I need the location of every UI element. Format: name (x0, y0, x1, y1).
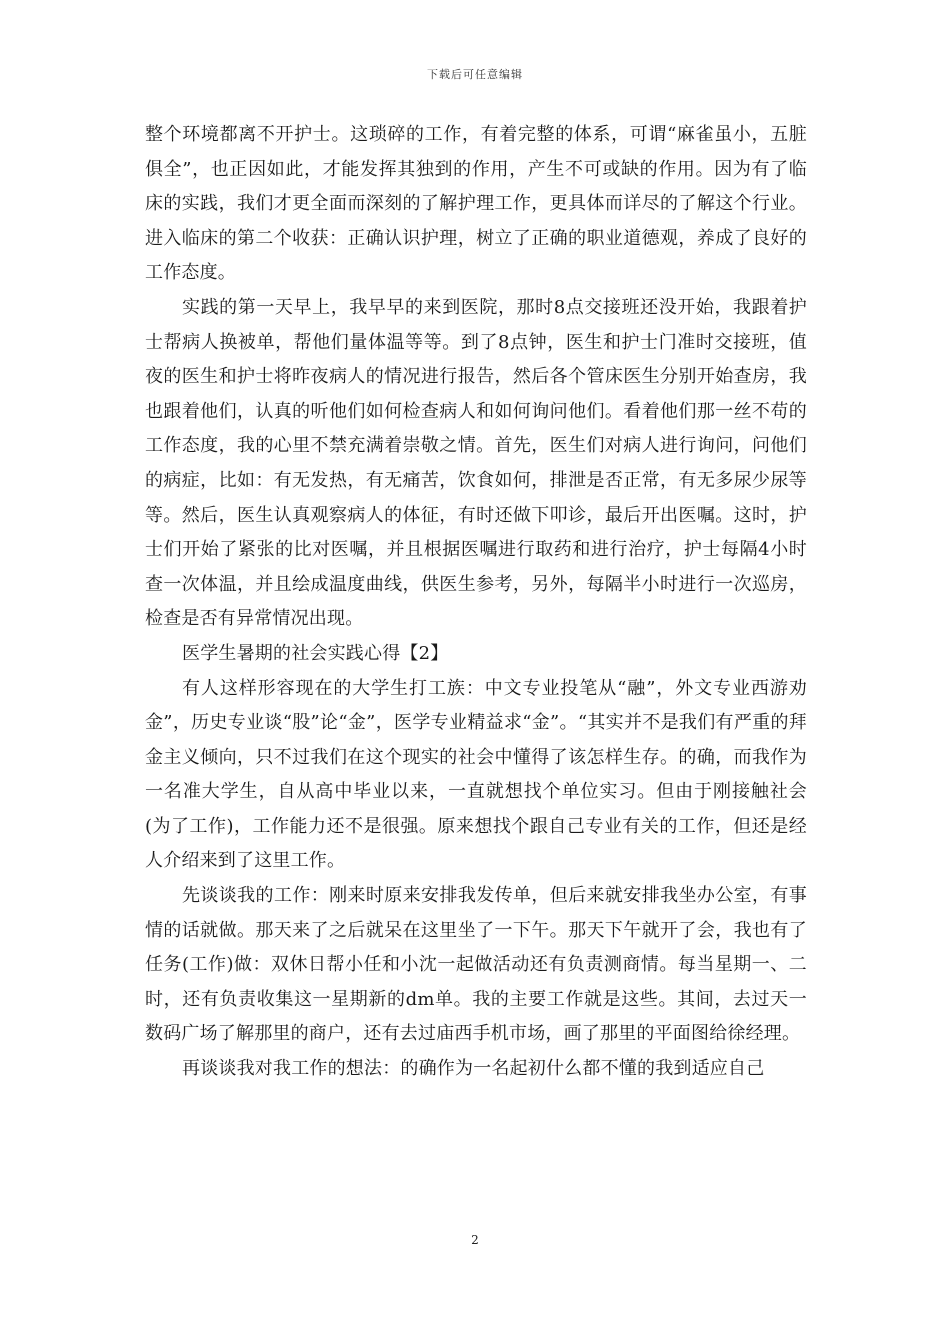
paragraph-student-workers: 有人这样形容现在的大学生打工族：中文专业投笔从“融”，外文专业西游劝金”，历史专业谈“股”论“金”，医学专业精益求“金”。“其实并不是我们有严重的拜金主义倾向，只不过我们在这个现实的社会中懂得了该怎样生存。的确，而我作为一名准大学生，自从高中毕业以来，一直就想找个单位实习。但由于刚接触社会(为了工作)，工作能力还不是很强。原来想找个跟自己专业有关的工作，但还是经人介绍来到了这里工作。 (145, 677, 807, 872)
page-number: 2 (471, 1233, 479, 1247)
paragraph-hospital-practice: 实践的第一天早上，我早早的来到医院，那时8点交接班还没开始，我跟着护士帮病人换被单，帮他们量体温等等。到了8点钟，医生和护士门准时交接班，值夜的医生和护士将昨夜病人的情况进行报告，然后各个管床医生分别开始查房，我也跟着他们，认真的听他们如何检查病人和如何询问他们。看着他们那一丝不苟的工作态度，我的心里不禁充满着崇敬之情。首先，医生们对病人进行询问，问他们的病症，比如：有无发热，有无痛苦，饮食如何，排泄是否正常，有无多尿少尿等等。然后，医生认真观察病人的体征，有时还做下叩诊，最后开出医嘱。这时，护士们开始了紧张的比对医嘱，并且根据医嘱进行取药和进行治疗，护士每隔4小时查一次体温，并且绘成温度曲线，供医生参考，另外，每隔半小时进行一次巡房，检查是否有异常情况出现。 (145, 296, 807, 630)
document-body (145, 118, 807, 1087)
paragraph-my-thoughts: 再谈谈我对我工作的想法：的确作为一名起初什么都不懂的我到适应自己 (182, 1058, 765, 1080)
section-heading: 医学生暑期的社会实践心得【2】 (182, 642, 449, 664)
paragraph-my-work: 先谈谈我的工作：刚来时原来安排我发传单，但后来就安排我坐办公室，有事情的话就做。那天来了之后就呆在这里坐了一下午。那天下午就开了会，我也有了任务(工作)做：双休日帮小任和小沈一起做活动还有负责测商情。每当星期一、二时，还有负责收集这一星期新的dm单。我的主要工作就是这些。其间，去过天一数码广场了解那里的商户，还有去过庙西手机市场，画了那里的平面图给徐经理。 (145, 885, 807, 1045)
page-header: 下载后可任意编辑 (427, 68, 523, 81)
paragraph-continuation: 整个环境都离不开护士。这琐碎的工作，有着完整的体系，可谓“麻雀虽小，五脏俱全”，也正因如此，才能发挥其独到的作用，产生不可或缺的作用。因为有了临床的实践，我们才更全面而深刻的了解护理工作，更具体而详尽的了解这个行业。进入临床的第二个收获：正确认识护理，树立了正确的职业道德观，养成了良好的工作态度。 (145, 124, 807, 284)
